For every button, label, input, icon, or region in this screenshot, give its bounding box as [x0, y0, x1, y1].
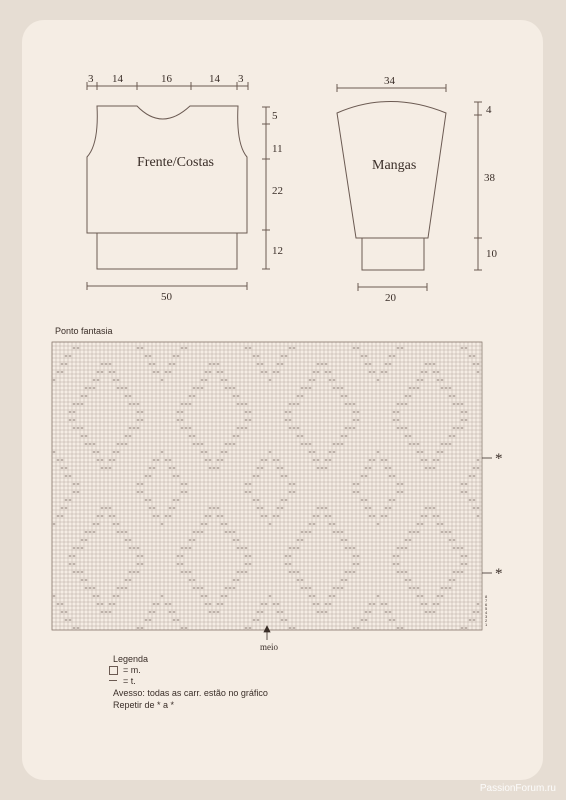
front-back-title: Frente/Costas	[137, 155, 214, 170]
purl-dash-icon	[109, 680, 117, 681]
row-number: 5	[485, 606, 488, 611]
chart-grid	[52, 342, 482, 630]
front-dim-bottom: 50	[161, 291, 172, 303]
sleeve-title: Mangas	[372, 158, 417, 173]
front-dim-top-2: 14	[112, 73, 123, 85]
row-number: 2	[485, 618, 488, 623]
row-number: 7	[485, 598, 488, 603]
row-number: 4	[485, 610, 488, 615]
sleeve-dim-side-3: 10	[486, 248, 497, 260]
legend-purl: = t.	[123, 676, 136, 686]
front-dim-top-4: 14	[209, 73, 220, 85]
legend-knit: = m.	[123, 665, 141, 675]
legend-note-2: Repetir de * a *	[113, 700, 175, 710]
legend-title: Legenda	[113, 654, 149, 664]
front-dim-side-3: 22	[272, 185, 283, 197]
sleeve-dim-side-1: 4	[486, 104, 492, 116]
row-number: 8	[485, 594, 488, 599]
row-number: 6	[485, 602, 488, 607]
front-dim-top-1: 3	[88, 73, 94, 85]
legend-note-1: Avesso: todas as carr. estão no gráfico	[113, 688, 268, 698]
row-number: 3	[485, 614, 488, 619]
front-dim-side-4: 12	[272, 245, 283, 257]
center-label: meio	[260, 642, 278, 652]
front-dim-side-2: 11	[272, 143, 283, 155]
front-dim-top-5: 3	[238, 73, 244, 85]
sleeve-dim-side-2: 38	[484, 172, 495, 184]
row-number: 1	[485, 622, 488, 627]
front-dim-side-1: 5	[272, 110, 278, 122]
knit-square-icon	[109, 666, 118, 675]
watermark: PassionForum.ru	[479, 783, 556, 794]
repeat-mark-bottom: *	[495, 566, 503, 582]
repeat-markers	[264, 458, 492, 640]
sleeve-dim-bottom: 20	[385, 292, 396, 304]
repeat-mark-top: *	[495, 451, 503, 467]
sleeve-dim-top: 34	[384, 75, 395, 87]
front-dim-top-3: 16	[161, 73, 172, 85]
chart-title: Ponto fantasia	[55, 326, 113, 336]
